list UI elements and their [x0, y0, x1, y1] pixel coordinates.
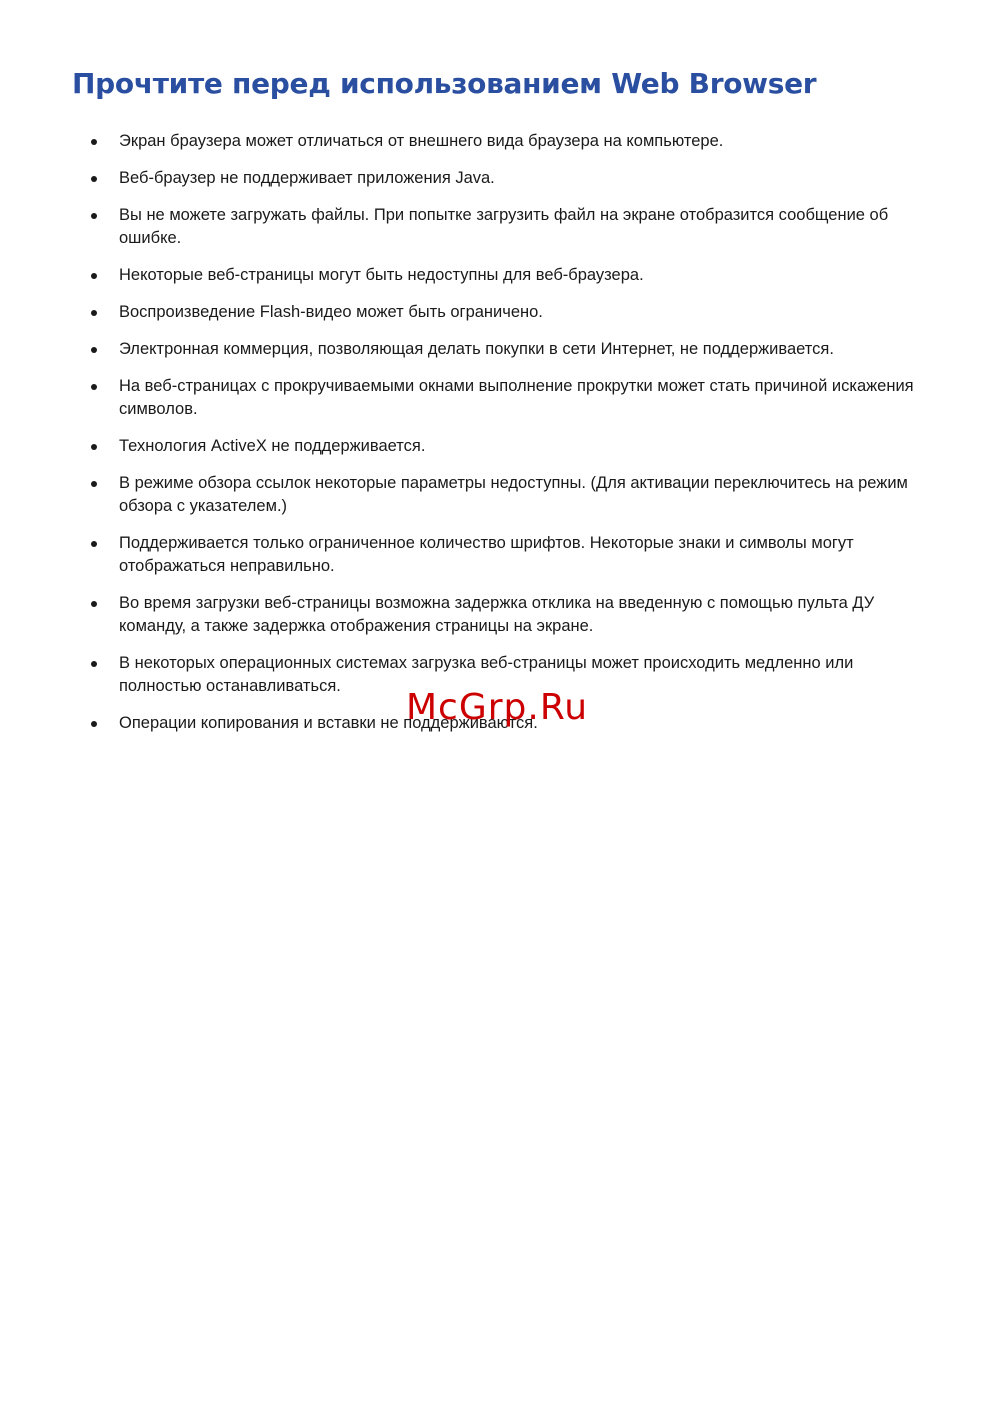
list-item-text: В режиме обзора ссылок некоторые параметры недоступны. (Для активации переключитесь на режим обзора с указателем.) [119, 474, 908, 515]
bullet-icon [91, 721, 97, 727]
list-item [0, 592, 1000, 638]
bullet-icon [91, 347, 97, 353]
bullet-icon [91, 601, 97, 607]
list-item-text: На веб-страницах с прокручиваемыми окнами выполнение прокрутки может стать причиной искажения символов. [119, 377, 914, 418]
list-item [0, 301, 1000, 324]
list-item-text: Экран браузера может отличаться от внешнего вида браузера на компьютере. [119, 132, 724, 150]
bullet-icon [91, 213, 97, 219]
list-item-text: Технология ActiveX не поддерживается. [119, 437, 426, 455]
list-item-text: Операции копирования и вставки не поддерживаются. [119, 714, 538, 732]
list-item-text: Вы не можете загружать файлы. При попытке загрузить файл на экране отобразится сообщение об ошибке. [119, 206, 889, 247]
list-item-text: Воспроизведение Flash-видео может быть ограничено. [119, 303, 543, 321]
bullet-list [0, 130, 1000, 749]
list-item [0, 532, 1000, 578]
bullet-icon [91, 661, 97, 667]
bullet-icon [91, 139, 97, 145]
bullet-icon [91, 310, 97, 316]
list-item [0, 435, 1000, 458]
list-item-text: Некоторые веб-страницы могут быть недоступны для веб-браузера. [119, 266, 644, 284]
bullet-icon [91, 541, 97, 547]
list-item-text: В некоторых операционных системах загрузка веб-страницы может происходить медленно или полностью останавливаться. [119, 654, 854, 695]
list-item-text: Поддерживается только ограниченное количество шрифтов. Некоторые знаки и символы могут отображаться неправильно. [119, 534, 854, 575]
bullet-icon [91, 444, 97, 450]
bullet-icon [91, 176, 97, 182]
list-item [0, 130, 1000, 153]
list-item [0, 338, 1000, 361]
bullet-icon [91, 273, 97, 279]
list-item-text: Веб-браузер не поддерживает приложения Java. [119, 169, 495, 187]
bullet-icon [91, 481, 97, 487]
list-item [0, 204, 1000, 250]
bullet-icon [91, 384, 97, 390]
list-item [0, 264, 1000, 287]
list-item [0, 167, 1000, 190]
page-title: Прочтите перед использованием Web Browser [72, 67, 817, 100]
list-item-text: Во время загрузки веб-страницы возможна задержка отклика на введенную с помощью пульта ДУ команду, а также задержка отображения страницы на экране. [119, 594, 875, 635]
list-item-text: Электронная коммерция, позволяющая делать покупки в сети Интернет, не поддерживается. [119, 340, 834, 358]
list-item [0, 472, 1000, 518]
list-item [0, 375, 1000, 421]
watermark: McGrp.Ru [406, 687, 589, 728]
